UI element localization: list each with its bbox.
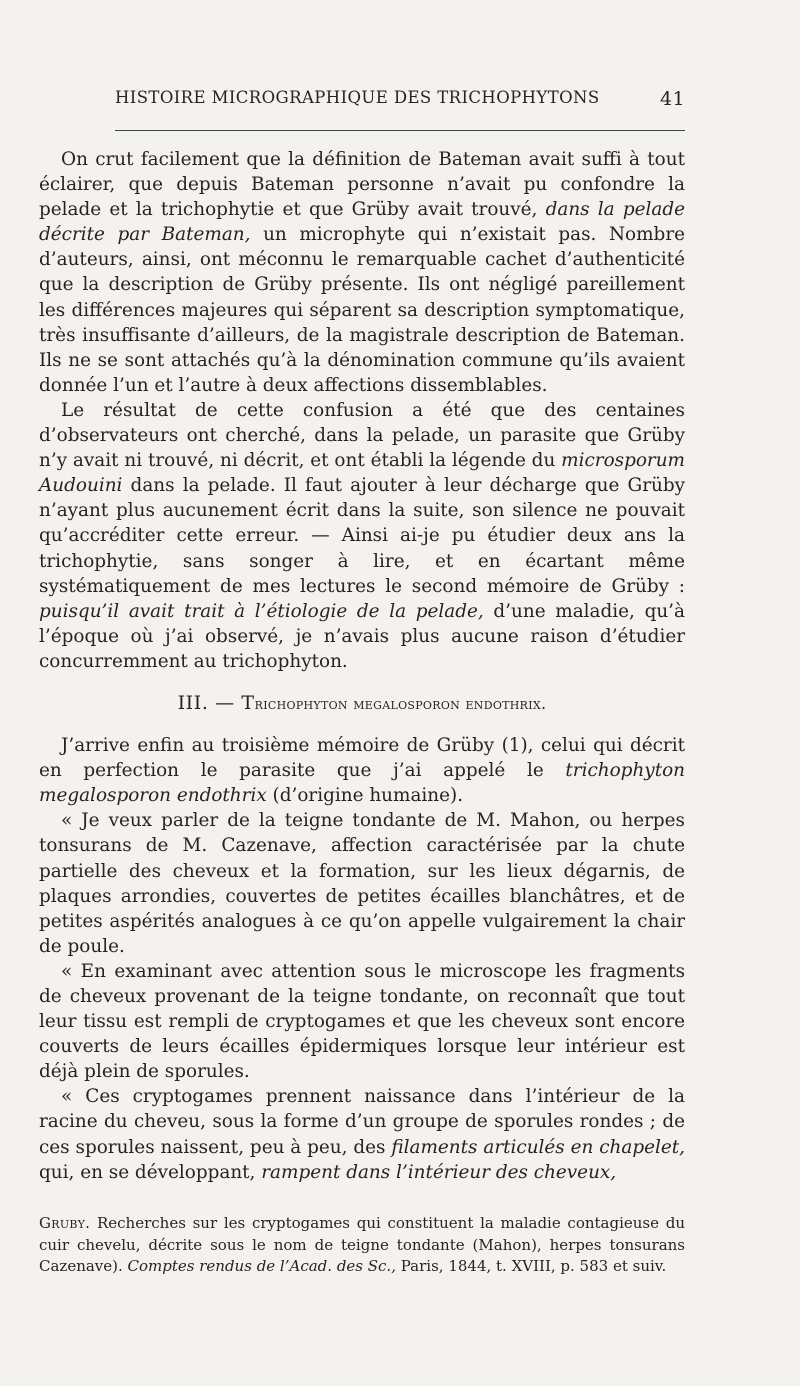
- footnote: Gruby. Recherches sur les cryptogames qui constituent la maladie contagieuse du cuir chevelu, décrite sous le nom de teigne tondante (Mahon), herpes tonsurans Cazenave). Comptes rendus de l’Acad. des Sc., Paris, 1844, t. XVIII, p. 583 et suiv.: [39, 1214, 685, 1275]
- paragraph-2: Le résultat de cette confusion a été que des centaines d’observateurs ont cherché, dans la pelade, un parasite que Grüby n’y avait ni trouvé, ni décrit, et ont établi la légende du microsporum Audouini dans la pelade. Il faut ajouter à leur décharge que Grüby n’ayant plus aucunement écrit dans la suite, son silence ne pouvait qu’accréditer cette erreur. — Ainsi ai-je pu étudier deux ans la trichophytie, sans songer à lire, et en écartant même systématiquement de mes lectures le second mémoire de Grüby : puisqu’il avait trait à l’étiologie de la pelade, d’une maladie, qu’à l’époque où j’ai observé, je n’avais plus aucune raison d’étudier concurremment au trichophyton.: [39, 399, 685, 672]
- header-rule: [115, 130, 685, 131]
- paragraph-1: On crut facilement que la définition de Bateman avait suffi à tout éclairer, que depuis Bateman personne n’avait pu confondre la pelade et la trichophytie et que Grüby avait trouvé, dans la pelade décrite par Bateman, un microphyte qui n’existait pas. Nombre d’auteurs, ainsi, ont méconnu le remarquable cachet d’authenticité que la description de Grüby présente. Ils ont négligé pareillement les différences majeures qui séparent sa description symptomatique, très insuffisante d’ailleurs, de la magistrale description de Bateman. Ils ne se sont attachés qu’à la dénomination commune qu’ils avaient donnée l’un et l’autre à deux affections dissemblables.: [39, 149, 685, 396]
- running-title: HISTOIRE MICROGRAPHIQUE DES TRICHOPHYTONS: [115, 88, 600, 107]
- quote-3: « Ces cryptogames prennent naissance dans l’intérieur de la racine du cheveu, sous la forme d’un groupe de sporules rondes ; de ces sporules naissent, peu à peu, des filaments articulés en chapelet, qui, en se développant, rampent dans l’intérieur des cheveux,: [39, 1086, 686, 1183]
- footnote-author: Gruby.: [39, 1214, 91, 1232]
- running-header: [115, 88, 685, 118]
- paragraph-3: J’arrive enfin au troisième mémoire de Grüby (1), celui qui décrit en perfection le parasite que j’ai appelé le trichophyton megalosporon endothrix (d’origine humaine).: [39, 735, 685, 807]
- main-text: [39, 147, 685, 1185]
- quote-1: « Je veux parler de la teigne tondante de M. Mahon, ou herpes tonsurans de M. Cazenave, affection caractérisée par la chute partielle des cheveux et la formation, sur les lieux dégarnis, de plaques arrondies, couvertes de petites écailles blanchâtres, et de petites aspérités analogues à ce qu’on appelle vulgairement la chair de poule.: [39, 810, 685, 957]
- page-number: 41: [660, 88, 685, 110]
- quote-2: « En examinant avec attention sous le microscope les fragments de cheveux provenant de la teigne tondante, on reconnaît que tout leur tissu est rempli de cryptogames et que les cheveux sont encore couverts de leurs écailles épidermiques lorsque leur intérieur est déjà plein de sporules.: [39, 960, 686, 1083]
- section-heading: III. — Trichophyton megalosporon endothrix.: [177, 691, 547, 714]
